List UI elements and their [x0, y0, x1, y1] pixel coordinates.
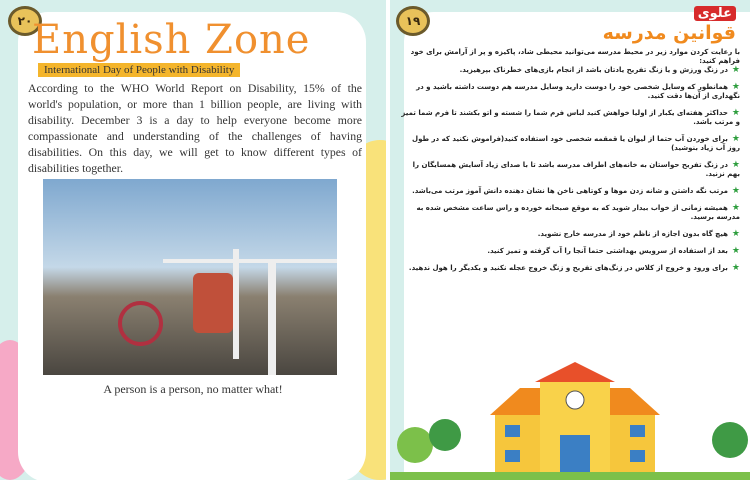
article-photo	[43, 179, 337, 375]
right-page	[390, 0, 750, 480]
door	[560, 435, 590, 475]
star-icon: ★	[731, 65, 740, 75]
star-icon: ★	[731, 134, 740, 144]
rule-text: برای خوردن آب حتما از لیوان یا قمقمه شخصی خود استفاده کنید(فراموش نکنید که در طول روز آب زیاد بنوشید)	[412, 135, 740, 152]
rule-text: هیچ گاه بدون اجازه از ناظم خود از مدرسه خارج نشوید.	[537, 230, 728, 238]
intro-text: با رعایت کردن موارد زیر در محیط مدرسه می‌توانید محیطی شاد، پاکیزه و پر از آرامش برای خود فراهم کنید:	[410, 48, 740, 65]
rule-text: همیشه زمانی از خواب بیدار شوید که به موقع صبحانه خورده و راس ساعت مشخص شده به مدرسه برسید.	[416, 204, 740, 221]
star-icon: ★	[731, 160, 740, 170]
railing-post	[233, 249, 239, 359]
brand-badge: علوی	[694, 6, 736, 21]
list-item	[400, 83, 740, 101]
tree	[429, 419, 461, 451]
window	[505, 425, 520, 437]
logo-text: English Zone	[32, 17, 311, 63]
rule-text: همانطور که وسایل شخصی خود را دوست دارید وسایل مدرسه هم دوست داشته باشید و در نگهداری از آن‌ها دقت کنید.	[416, 83, 740, 100]
clock-icon	[566, 391, 584, 409]
page-number: ۲۰	[8, 6, 42, 36]
list-item	[400, 264, 740, 273]
english-zone-logo	[32, 18, 310, 62]
list-item	[400, 135, 740, 153]
list-item	[400, 204, 740, 222]
tower-roof	[535, 362, 615, 382]
page-title: قوانین مدرسه	[602, 22, 736, 44]
article-body: According to the WHO World Report on Disability, 15% of the world's population, or more than 1 billion people, are living with disability. December 3 is a day to help everyone become more compassionate and understanding of the challenges of having disabilities. On this day, we will get to know different types of disabilities together.	[28, 81, 362, 175]
list-item	[400, 161, 740, 179]
photo-caption: A person is a person, no matter what!	[103, 382, 283, 396]
window	[505, 450, 520, 462]
rule-text: در زنگ ورزش و یا زنگ تفریح یادتان باشد از انجام بازی‌های خطرناک بپرهیزید.	[459, 66, 728, 74]
star-icon: ★	[731, 229, 740, 239]
list-item	[400, 109, 740, 127]
star-icon: ★	[731, 203, 740, 213]
rule-text: برای ورود و خروج از کلاس در زنگ‌های تفریح و زنگ خروج عجله نکنید و یکدیگر را هول ندهید.	[408, 264, 728, 272]
railing-post	[268, 259, 276, 375]
school-illustration	[390, 360, 750, 480]
rule-text: بعد از استفاده از سرویس بهداشتی حتما آنجا را آب گرفته و تمیز کنید.	[487, 247, 728, 255]
list-item	[400, 187, 740, 196]
rule-text: در زنگ تفریح حواستان به خانه‌های اطراف مدرسه باشد تا با صدای زیاد آسایش همسایگان را بهم نزنید.	[412, 161, 740, 178]
rule-text: حداکثر هفته‌ای یکبار از اولیا خواهش کنید لباس فرم شما را شسته و اتو بکشند تا فرم شما تمیز و مرتب باشد.	[401, 109, 740, 126]
rules-list	[400, 66, 740, 281]
star-icon: ★	[731, 263, 740, 273]
tree	[397, 427, 433, 463]
article-subtitle: International Day of People with Disability	[38, 63, 240, 77]
rule-text: مرتب نگه داشتن و شانه زدن موها و کوتاهی ناخن ها نشان دهنده دانش آموز مرتب می‌باشد.	[412, 187, 728, 195]
window	[630, 425, 645, 437]
star-icon: ★	[731, 186, 740, 196]
wheelchair	[118, 301, 163, 346]
list-item	[400, 247, 740, 256]
list-item	[400, 66, 740, 75]
list-item	[400, 230, 740, 239]
star-icon: ★	[731, 82, 740, 92]
child-figure	[193, 273, 233, 333]
window	[630, 450, 645, 462]
star-icon: ★	[731, 246, 740, 256]
page-number: ۱۹	[396, 6, 430, 36]
grass	[390, 472, 750, 480]
tree	[712, 422, 748, 458]
railing	[163, 259, 337, 263]
star-icon: ★	[731, 108, 740, 118]
